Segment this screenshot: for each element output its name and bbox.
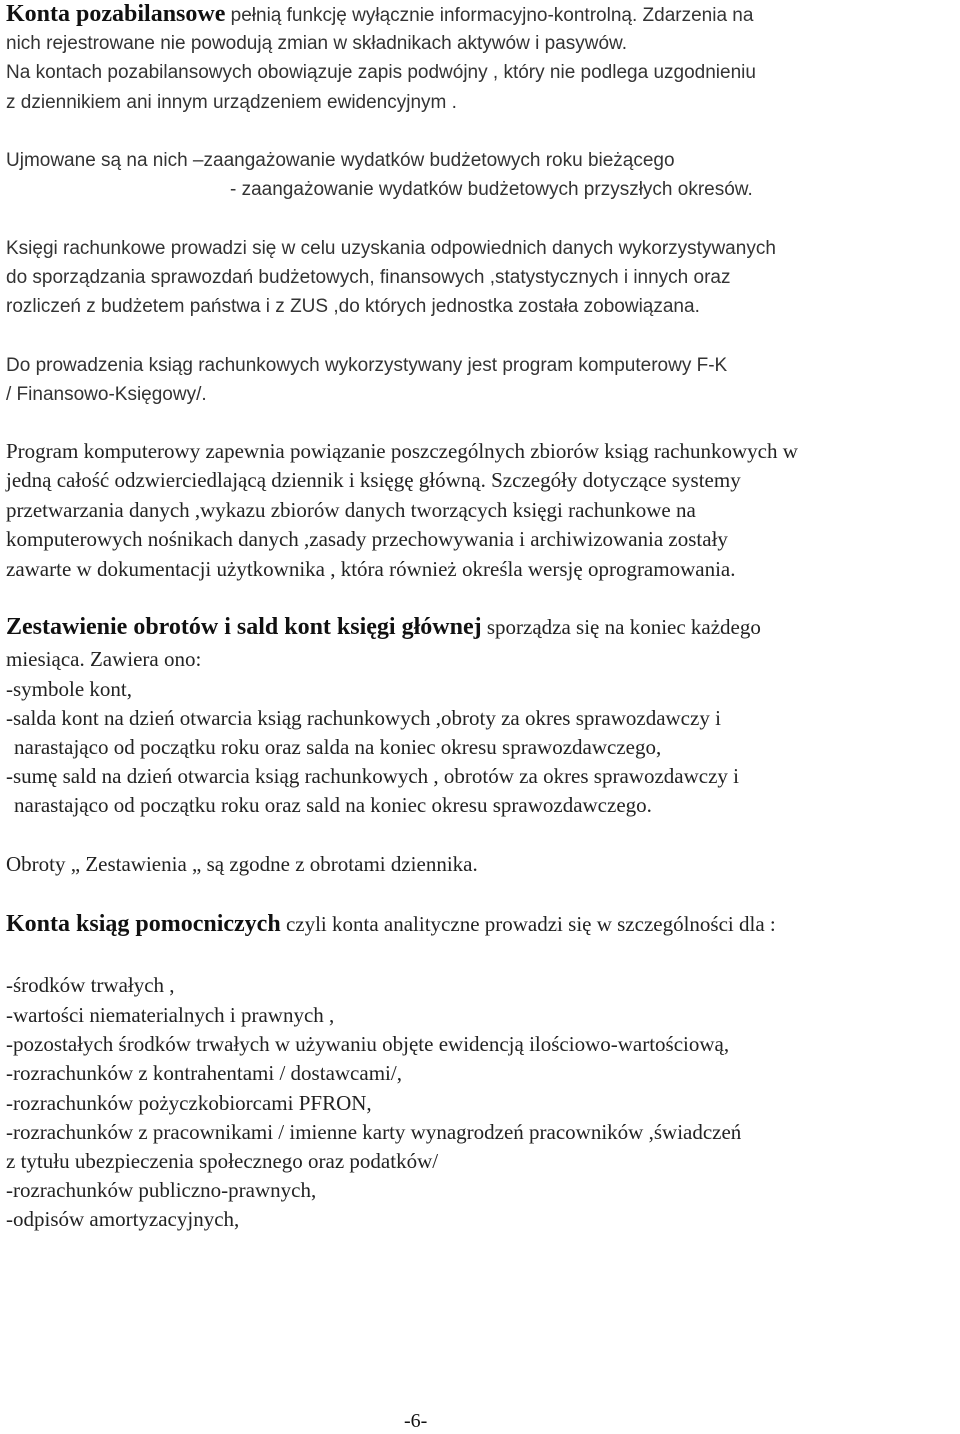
paragraph-line: przetwarzania danych ,wykazu zbiorów danych tworzących księgi rachunkowe na <box>6 498 696 522</box>
list-item: narastająco od początku roku oraz sald na koniec okresu sprawozdawczego. <box>14 793 652 817</box>
list-item: -rozrachunków z kontrahentami / dostawcami/, <box>6 1061 402 1085</box>
paragraph-line: zawarte w dokumentacji użytkownika , która również określa wersję oprogramowania. <box>6 557 736 581</box>
paragraph-text: pełnią funkcję wyłącznie informacyjno-kontrolną. Zdarzenia na <box>225 5 754 26</box>
paragraph-line: jedną całość odzwierciedlającą dziennik i księgę główną. Szczegóły dotyczące systemy <box>6 468 741 492</box>
paragraph-line: Na kontach pozabilansowych obowiązuje zapis podwójny , który nie podlega uzgodnieniu <box>6 62 756 83</box>
paragraph-line: Księgi rachunkowe prowadzi się w celu uzyskania odpowiednich danych wykorzystywanych <box>6 238 776 259</box>
page-number: -6- <box>404 1410 428 1432</box>
section-heading: Konta ksiąg pomocniczych <box>6 911 281 937</box>
list-item: -rozrachunków publiczno-prawnych, <box>6 1178 317 1202</box>
paragraph-line: - zaangażowanie wydatków budżetowych przyszłych okresów. <box>230 179 753 200</box>
paragraph-text: czyli konta analityczne prowadzi się w szczególności dla : <box>280 912 776 936</box>
section-heading: Konta pozabilansowe <box>6 1 226 27</box>
list-item: -pozostałych środków trwałych w używaniu objęte ewidencją ilościowo-wartościową, <box>6 1032 730 1056</box>
paragraph-line: do sporządzania sprawozdań budżetowych, finansowych ,statystycznych i innych oraz <box>6 267 731 288</box>
paragraph-line: Program komputerowy zapewnia powiązanie poszczególnych zbiorów ksiąg rachunkowych w <box>6 439 798 463</box>
paragraph-line <box>6 0 753 30</box>
paragraph-line: miesiąca. Zawiera ono: <box>6 647 202 671</box>
section-heading: Zestawienie obrotów i sald kont księgi głównej <box>6 614 482 640</box>
list-item: narastająco od początku roku oraz salda na koniec okresu sprawozdawczego, <box>14 735 662 759</box>
list-item: -wartości niematerialnych i prawnych , <box>6 1003 335 1027</box>
paragraph-line: Do prowadzenia ksiąg rachunkowych wykorzystywany jest program komputerowy F-K <box>6 355 728 376</box>
paragraph-line: z dziennikiem ani innym urządzeniem ewidencyjnym . <box>6 92 457 113</box>
paragraph-line: rozliczeń z budżetem państwa i z ZUS ,do których jednostka została zobowiązana. <box>6 296 700 317</box>
list-item: -rozrachunków pożyczkobiorcami PFRON, <box>6 1091 372 1115</box>
paragraph-line: / Finansowo-Księgowy/. <box>6 384 207 405</box>
list-item: -sumę sald na dzień otwarcia ksiąg rachunkowych , obrotów za okres sprawozdawczy i <box>6 764 739 788</box>
list-item: -rozrachunków z pracownikami / imienne karty wynagrodzeń pracowników ,świadczeń <box>6 1120 742 1144</box>
list-item: -środków trwałych , <box>6 973 175 997</box>
list-item: -symbole kont, <box>6 677 132 701</box>
paragraph-line: Obroty „ Zestawienia „ są zgodne z obrotami dziennika. <box>6 852 478 876</box>
list-item: -odpisów amortyzacyjnych, <box>6 1207 240 1231</box>
paragraph-line: Ujmowane są na nich –zaangażowanie wydatków budżetowych roku bieżącego <box>6 150 675 171</box>
paragraph-line <box>6 910 776 939</box>
list-item: -salda kont na dzień otwarcia ksiąg rachunkowych ,obroty za okres sprawozdawczy i <box>6 706 721 730</box>
paragraph-line: komputerowych nośnikach danych ,zasady przechowywania i archiwizowania zostały <box>6 527 728 551</box>
paragraph-text: sporządza się na koniec każdego <box>481 615 761 639</box>
paragraph-line: nich rejestrowane nie powodują zmian w składnikach aktywów i pasywów. <box>6 33 627 54</box>
paragraph-line <box>6 613 761 642</box>
list-item: z tytułu ubezpieczenia społecznego oraz podatków/ <box>6 1149 439 1173</box>
